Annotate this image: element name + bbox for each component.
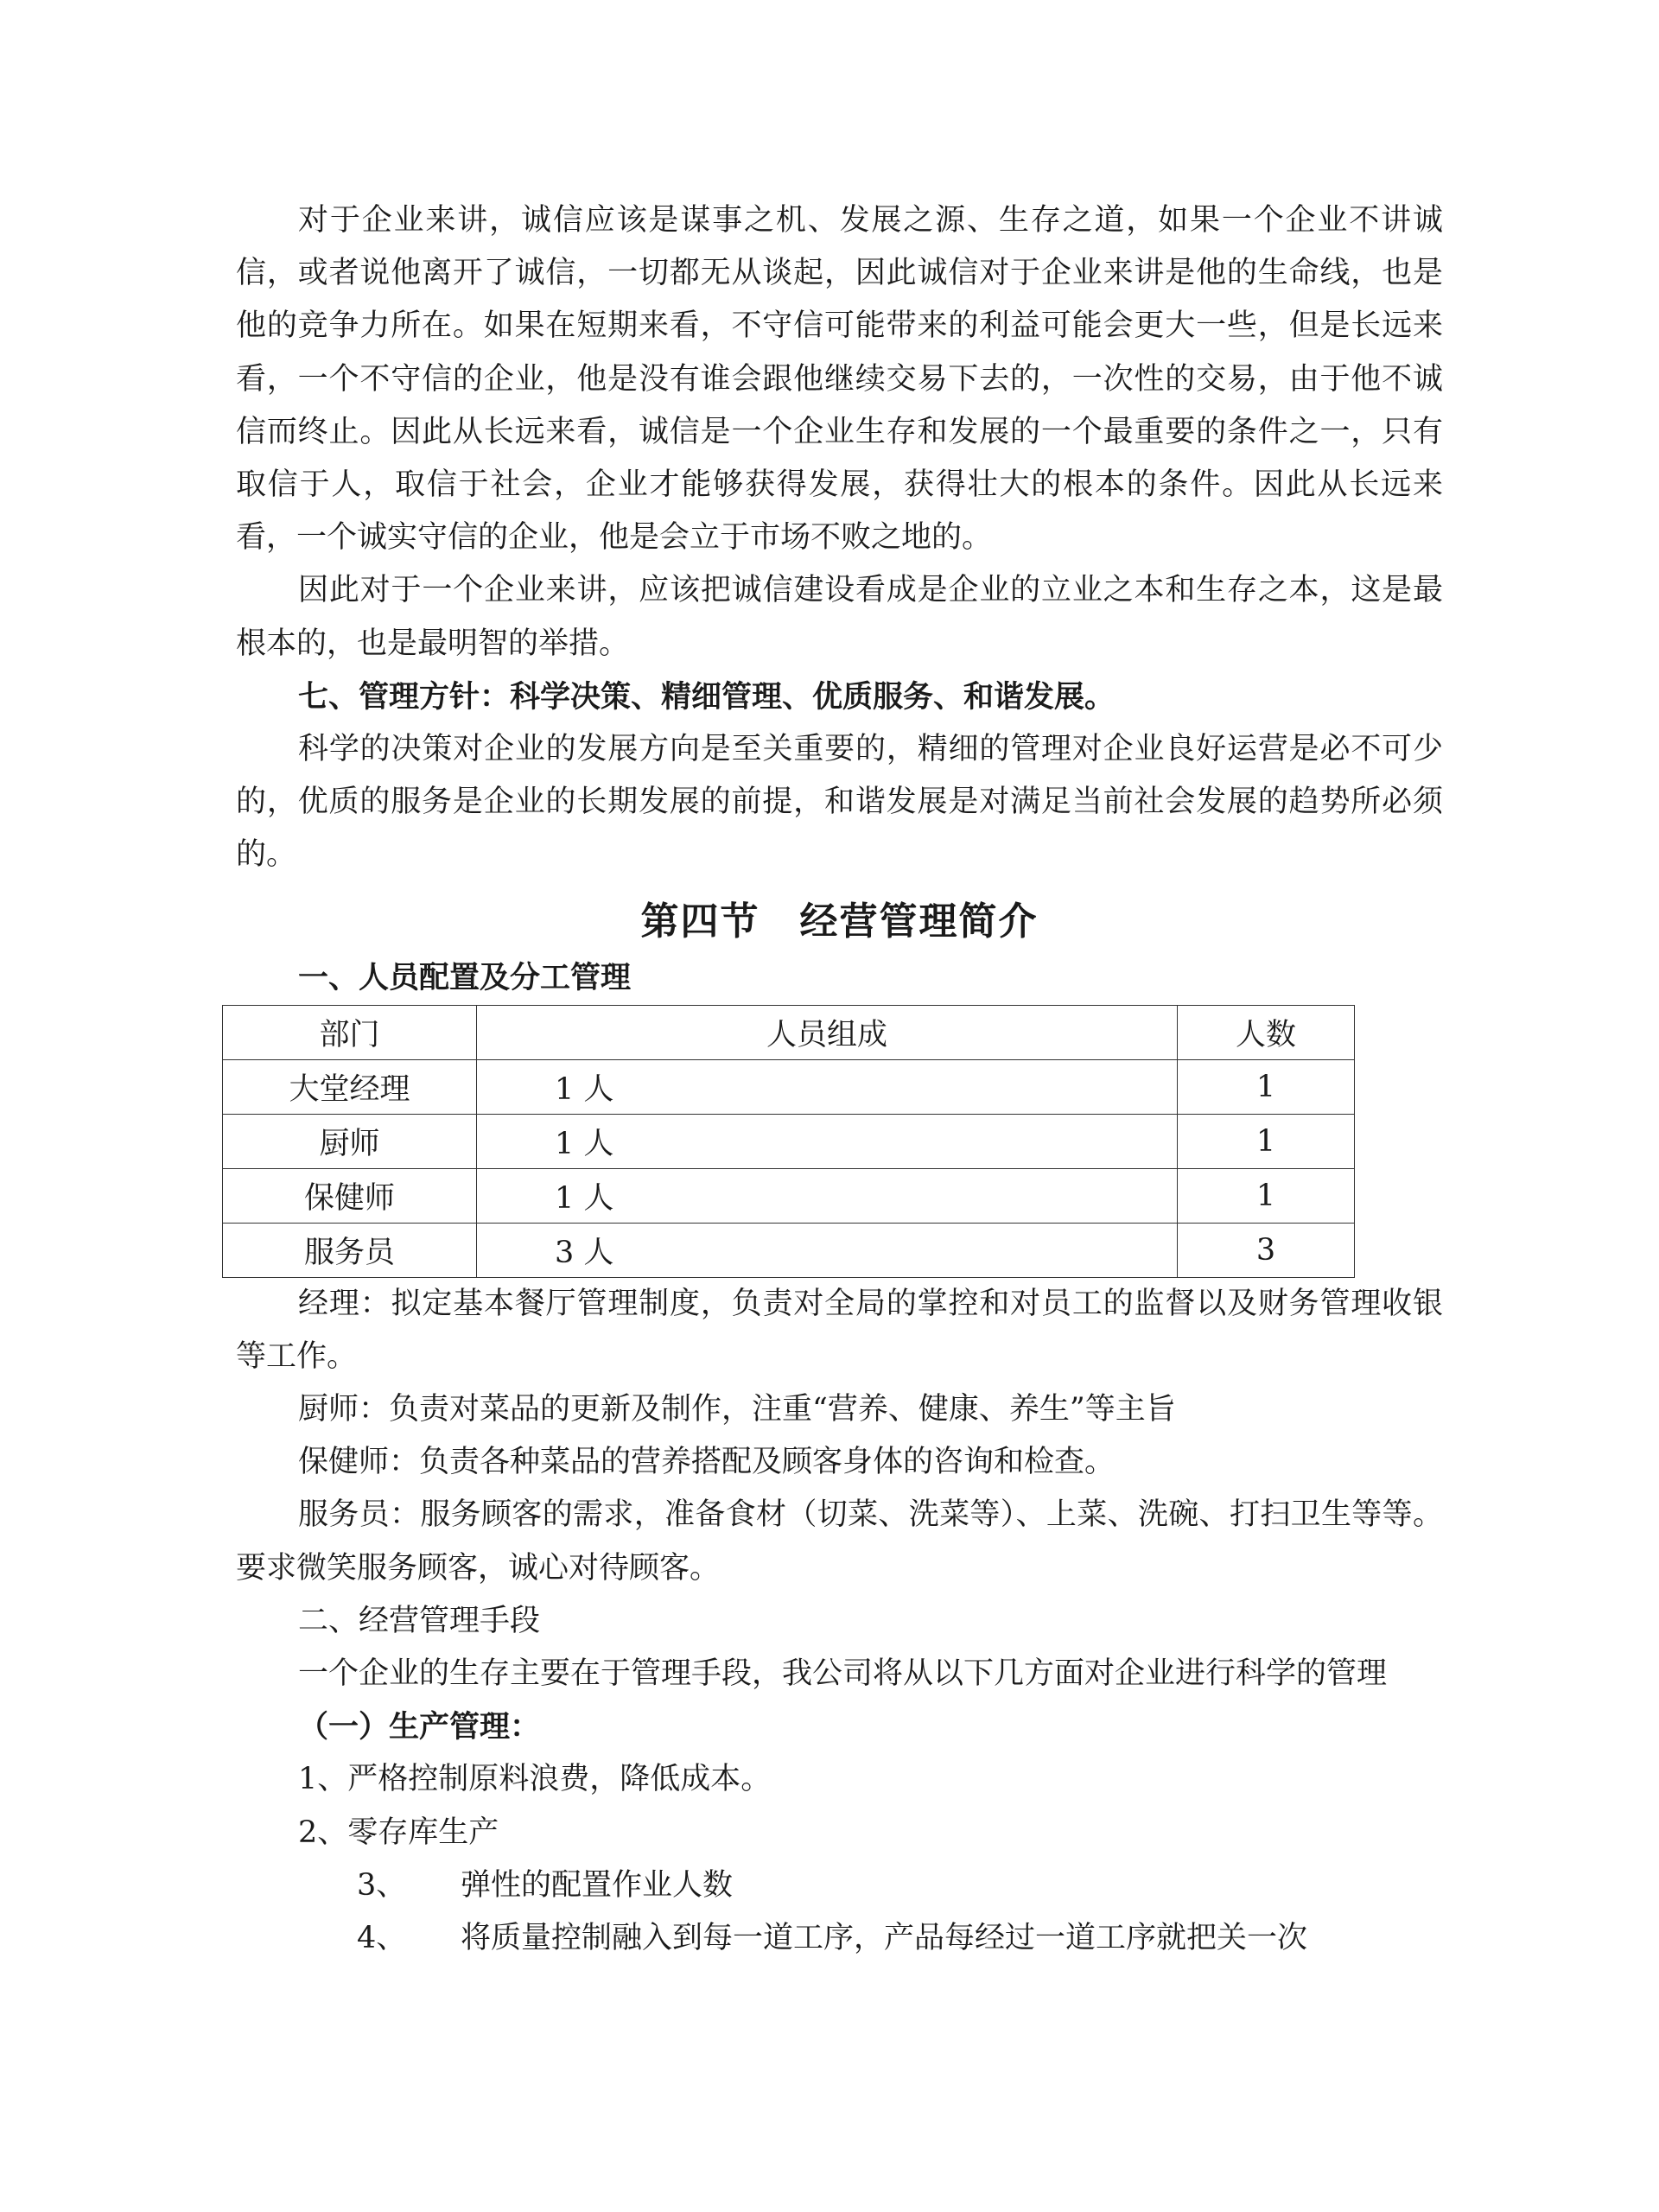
production-heading: （一）生产管理： <box>298 1709 541 1745</box>
duty-health-advisor: 保健师：负责各种菜品的营养搭配及顾客身体的咨询和检查。 <box>298 1445 1116 1480</box>
list-item-text: 将质量控制融入到每一道工序，产品每经过一道工序就把关一次 <box>461 1921 1308 1956</box>
list-item <box>236 1912 1443 1965</box>
cell-composition: 3 人 <box>477 1223 1178 1277</box>
cell-composition: 1 人 <box>477 1059 1178 1114</box>
cell-dept: 厨师 <box>223 1114 477 1168</box>
list-item: 1、严格控制原料浪费，降低成本。 <box>298 1762 772 1797</box>
policy-heading: 七、管理方针：科学决策、精细管理、优质服务、和谐发展。 <box>298 678 1116 715</box>
intro-paragraph-2: 因此对于一个企业来讲，应该把诚信建设看成是企业的立业之本和生存之本，这是最根本的，也是最明智的举措。 <box>236 573 1443 661</box>
duty-chef: 厨师：负责对菜品的更新及制作，注重“营养、健康、养生”等主旨 <box>298 1392 1176 1427</box>
cell-dept: 大堂经理 <box>223 1059 477 1114</box>
column-header-dept: 部门 <box>223 1005 477 1059</box>
cell-composition: 1 人 <box>477 1168 1178 1223</box>
cell-composition: 1 人 <box>477 1114 1178 1168</box>
cell-count: 1 <box>1178 1114 1355 1168</box>
list-item <box>236 1859 1443 1912</box>
section-title: 第四节 经营管理简介 <box>640 899 1039 944</box>
cell-count: 3 <box>1178 1223 1355 1277</box>
cell-dept: 服务员 <box>223 1223 477 1277</box>
table-header-row <box>223 1005 1355 1059</box>
cell-count: 1 <box>1178 1059 1355 1114</box>
table-row <box>223 1059 1355 1114</box>
policy-text: 科学的决策对企业的发展方向是至关重要的，精细的管理对企业良好运营是必不可少的，优质的服务是企业的长期发展的前提，和谐发展是对满足当前社会发展的趋势所必须的。 <box>236 732 1443 873</box>
list-item-text: 弹性的配置作业人数 <box>461 1867 734 1903</box>
duty-waiter: 服务员：服务顾客的需求，准备食材（切菜、洗菜等）、上菜、洗碗、打扫卫生等等。要求微笑服务顾客，诚心对待顾客。 <box>236 1497 1443 1586</box>
table-row <box>223 1114 1355 1168</box>
list-item: 2、零存库生产 <box>298 1815 499 1850</box>
list-item-number: 3、 <box>357 1867 407 1903</box>
cell-count: 1 <box>1178 1168 1355 1223</box>
means-intro: 一个企业的生存主要在于管理手段，我公司将从以下几方面对企业进行科学的管理 <box>298 1656 1388 1692</box>
staffing-table <box>222 1005 1355 1278</box>
means-heading: 二、经营管理手段 <box>298 1603 541 1638</box>
column-header-count: 人数 <box>1178 1005 1355 1059</box>
list-item-number: 4、 <box>357 1921 407 1956</box>
intro-paragraph-1: 对于企业来讲，诚信应该是谋事之机、发展之源、生存之道，如果一个企业不讲诚信，或者说他离开了诚信，一切都无从谈起，因此诚信对于企业来讲是他的生命线，也是他的竞争力所在。如果在短期来看，不守信可能带来的利益可能会更大一些，但是长远来看，一个不守信的企业，他是没有谁会跟他继续交易下去的，一次性的交易，由于他不诚信而终止。因此从长远来看，诚信是一个企业生存和发展的一个最重要的条件之一，只有取信于人，取信于社会，企业才能够获得发展，获得壮大的根本的条件。因此从长远来看，一个诚实守信的企业，他是会立于市场不败之地的。 <box>236 203 1443 556</box>
staffing-heading: 一、人员配置及分工管理 <box>298 959 632 995</box>
table-row <box>223 1223 1355 1277</box>
cell-dept: 保健师 <box>223 1168 477 1223</box>
table-row <box>223 1168 1355 1223</box>
column-header-composition: 人员组成 <box>477 1005 1178 1059</box>
document-body <box>236 194 1443 1965</box>
duty-manager: 经理：拟定基本餐厅管理制度，负责对全局的掌控和对员工的监督以及财务管理收银等工作。 <box>236 1286 1443 1374</box>
